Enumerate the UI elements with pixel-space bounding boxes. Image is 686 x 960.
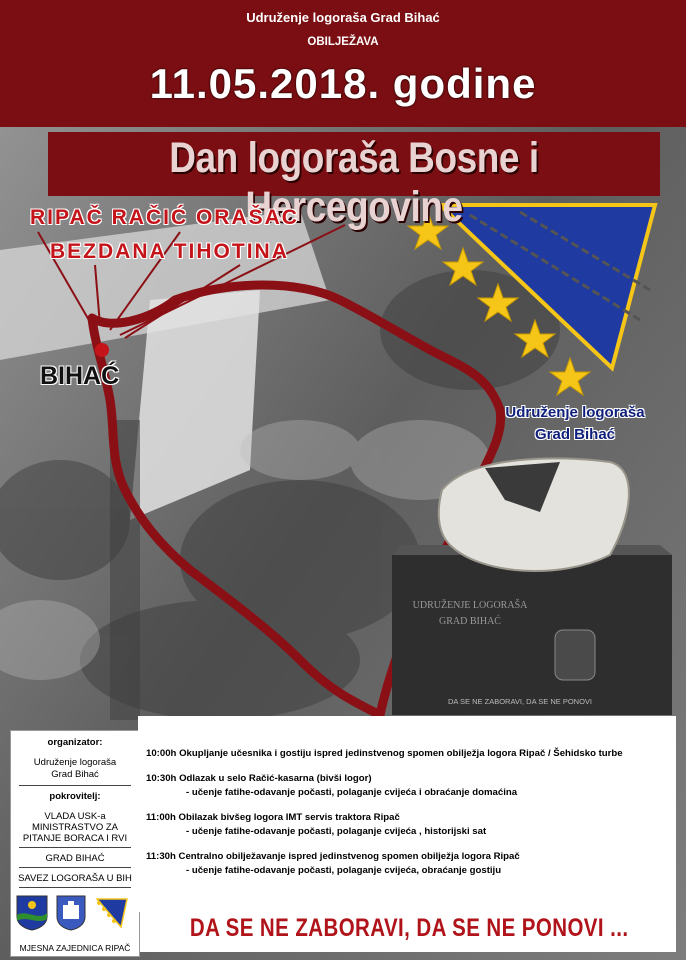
assoc-label-line1: Udruženje logoraša bbox=[505, 404, 645, 421]
program-item-2: 10:30h Odlazak u selo Račić-kasarna (bivši logor) bbox=[146, 773, 372, 784]
city-label-bihac: BIHAĆ bbox=[40, 362, 120, 390]
bih-triangle-logo-icon bbox=[93, 895, 131, 931]
program-item-2-detail: - učenje fatihe-odavanje počasti, polaganje cvijeća i obraćanje domaćina bbox=[186, 787, 518, 798]
program-item-3: 11:00h Obilazak bivšeg logora IMT servis traktora Ripač bbox=[146, 812, 400, 823]
monument-motto: DA SE NE ZABORAVI, DA SE NE PONOVI bbox=[447, 697, 593, 706]
camps-row-2: BEZDANA TIHOTINA bbox=[50, 240, 289, 263]
organizer-label: organizator: bbox=[47, 737, 103, 748]
slogan-text: DA SE NE ZABORAVI, DA SE NE PONOVI ... bbox=[189, 914, 629, 942]
assoc-label-line2: Grad Bihać bbox=[534, 426, 616, 443]
program-item-4: 11:30h Centralno obilježavanje ispred jedinstvenog spomen obilježja logora Ripač bbox=[146, 851, 520, 862]
usk-coat-of-arms-icon bbox=[16, 895, 48, 931]
camps-row-1: RIPAČ RAČIĆ ORAŠAC bbox=[30, 206, 299, 229]
sponsors-label: pokrovitelj: bbox=[49, 791, 101, 802]
header-association: Udruženje logoraša Grad Bihać bbox=[246, 10, 440, 25]
organizer-name-2: Grad Bihać bbox=[51, 769, 99, 780]
header-obiljezava: OBILJEŽAVA bbox=[307, 36, 379, 48]
title-banner-text: Dan logoraša Bosne i Hercegovine bbox=[169, 134, 539, 231]
sponsor-1-line3: PITANJE BORACA I RVI bbox=[22, 833, 128, 844]
monument-inscription-1: UDRUŽENJE LOGORAŠA bbox=[412, 600, 528, 611]
program-item-4-detail: - učenje fatihe-odavanje počasti, polaganje cvijeća, obraćanje gostiju bbox=[186, 865, 502, 876]
bihac-dot bbox=[95, 343, 109, 357]
sponsor-4: MJESNA ZAJEDNICA RIPAČ bbox=[19, 943, 131, 953]
organizer-name-1: Udruženje logoraša bbox=[33, 757, 117, 768]
program-item-3-detail: - učenje fatihe-odavanje počasti, polaganje cvijeća , historijski sat bbox=[186, 826, 487, 837]
sponsor-1-line1: VLADA USK-a bbox=[44, 811, 106, 822]
sponsor-1-line2: MINISTRASTVO ZA bbox=[31, 822, 119, 833]
sponsor-3: SAVEZ LOGORAŠA U BIH bbox=[18, 873, 132, 884]
monument-inscription-2: GRAD BIHAĆ bbox=[439, 616, 501, 627]
program-item-1: 10:00h Okupljanje učesnika i gostiju ispred jedinstvenog spomen obilježja logora Ripač / Šehidsko turbe bbox=[146, 748, 623, 759]
header-date: 11.05.2018. godine bbox=[149, 60, 537, 107]
bihac-coat-of-arms-icon bbox=[56, 895, 86, 931]
sponsor-2: GRAD BIHAĆ bbox=[45, 853, 105, 864]
program-panel bbox=[138, 716, 676, 912]
